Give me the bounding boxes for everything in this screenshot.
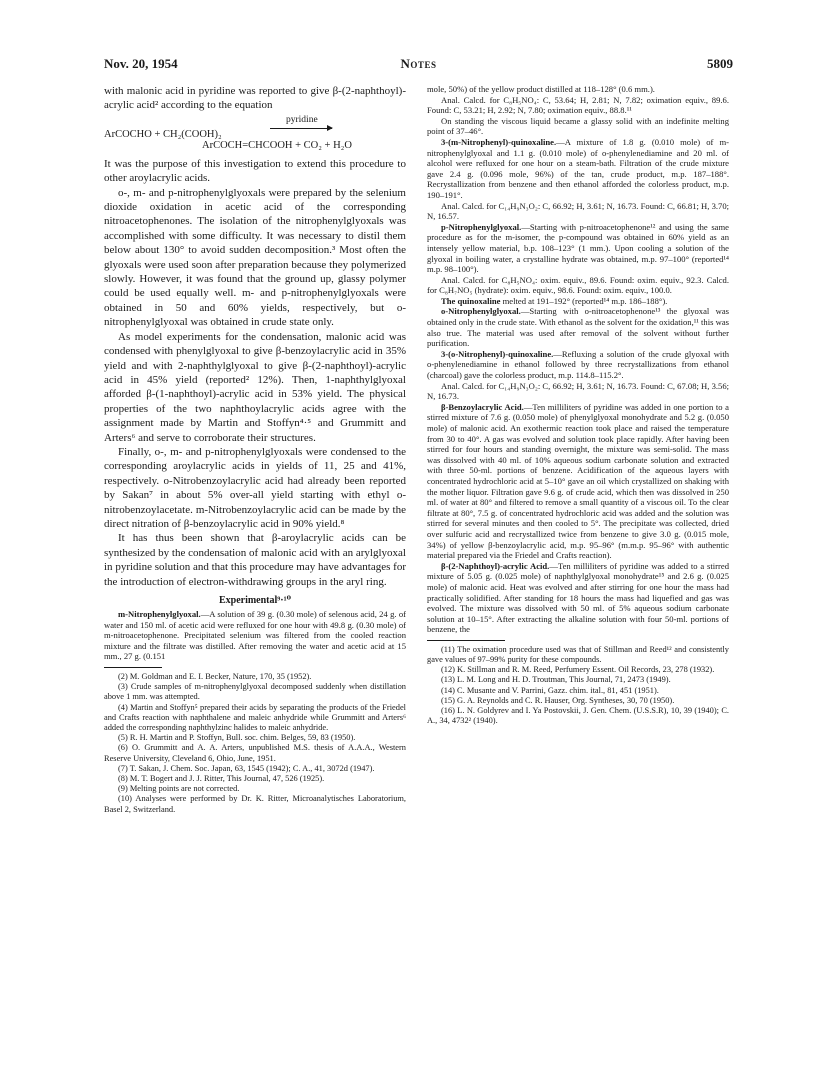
run-head: p-Nitrophenylglyoxal. [441, 221, 522, 232]
equation-reactants: ArCOCHO + CH₂(COOH)₂ [104, 128, 222, 140]
experimental-paragraph [427, 84, 729, 95]
footnote: (11) The oximation procedure used was that of Stillman and Reed¹² and consistently gave values of 97–99% purity for these compounds. [427, 644, 729, 665]
run-head: β-(2-Naphthoyl)-acrylic Acid. [441, 560, 550, 571]
footnote: (3) Crude samples of m-nitrophenylglyoxal decomposed suddenly when distillation above 1 mm. was attempted. [104, 682, 406, 702]
run-head: β-Benzoylacrylic Acid. [441, 401, 524, 412]
equation-catalyst: pyridine [286, 114, 318, 125]
reaction-equation [104, 115, 406, 153]
equation-products: ArCOCH=CHCOOH + CO₂ + H₂O [202, 139, 352, 151]
run-head: 3-(o-Nitrophenyl)-quinoxaline. [441, 348, 554, 359]
footnote: (6) O. Grummitt and A. A. Arters, unpublished M.S. thesis of A.A.A., Western Reserve University, Cleveland 6, Ohio, June, 1951. [104, 743, 406, 763]
footnotes-left [104, 672, 406, 815]
paragraph-text: Anal. Calcd. for C₁₄H₉N₃O₂: C, 66.92; H, 3.61; N, 16.73. Found: C, 67.08; H, 3.56; N, 16.73. [427, 380, 729, 402]
footnote: (13) L. M. Long and H. D. Troutman, This Journal, 71, 2473 (1949). [441, 675, 671, 685]
header-page-number: 5809 [707, 56, 733, 71]
footnote: (16) L. N. Goldyrev and I. Ya Postovskii, J. Gen. Chem. (U.S.S.R), 10, 39 (1940); C. A., 34, 4732² (1940). [427, 706, 729, 726]
paragraph-text: On standing the viscous liquid became a glassy solid with an indefinite melting point of 37–46°. [427, 115, 729, 137]
paragraph-text: Anal. Calcd. for C₈H₅NO₄: C, 53.64; H, 2.81; N, 7.82; oximation equiv., 89.6. Found: C, 53.21; H, 2.92; N, 7.80; oximation equiv., 88.8.¹¹ [427, 94, 729, 116]
footnote: (2) M. Goldman and E. I. Becker, Nature, 170, 35 (1952). [118, 671, 312, 681]
footnote: (10) Analyses were performed by Dr. K. Ritter, Microanalytisches Laboratorium, Basel 2, Switzerland. [104, 794, 406, 814]
footnote-rule [104, 667, 162, 668]
footnote: (15) G. A. Reynolds and C. R. Hauser, Org. Syntheses, 30, 70 (1950). [441, 695, 675, 705]
body-paragraph: It has thus been shown that β-aroylacrylic acids can be synthesized by the condensation of malonic acid with an arylglyoxal in pyridine solution and that this procedure may have advantages for the introduction of electron-withdrawing groups in the aryl ring. [104, 532, 406, 588]
paragraph-text: Anal. Calcd. for C₁₄H₉N₃O₂: C, 66.92; H, 3.61; N, 16.73. Found: C, 66.81; H, 3.70; N, 16.57. [427, 200, 729, 222]
experimental-paragraph [427, 306, 729, 348]
experimental-paragraph [427, 137, 729, 201]
paragraph-text: mole, 50%) of the yellow product distilled at 118–128° (0.6 mm.). [427, 84, 655, 94]
paragraph-text: —Refluxing a solution of the crude glyoxal with o-phenylenediamine in ethanol followed by three recrystallizations from ethanol (charcoal) gave the colorless product, m.p. 114.8–115.2°. [427, 348, 729, 381]
experimental-paragraph [427, 296, 729, 307]
experimental-heading: Experimental⁹·¹⁰ [218, 595, 292, 606]
paragraph-text: —A mixture of 1.8 g. (0.010 mole) of m-nitrophenylglyoxal and 1.1 g. (0.010 mole) of o-phenylenediamine and 20 ml. of alcohol were refluxed for one hour on a steam-bath. Filtration of the crude mixture gave 2.4 g. (0.096 mole, 96%) of the tan, crude product, m.p. 187–188°. Recrystallization from benzene and then ethanol afforded the colorless product, m.p. 190–191°. [427, 136, 729, 200]
footnote: (9) Melting points are not corrected. [118, 784, 240, 794]
body-paragraph: As model experiments for the condensation, malonic acid was condensed with phenylglyoxal to give β-benzoylacrylic acid in 35% yield and with 2-naphthylglyoxal to give β-(2-naphthoyl)-acrylic acid in 45% yield (reported² 12%). Then, 1-naphthylglyoxal afforded β-(1-naphthoyl)-acrylic acid in 53% yield. The physical properties of the two naphthoylacrylic acids agree with the assignment made by Martin and Stoffyn⁴·⁵ and Grummitt and Arters⁶ and serve to corroborate their structures. [104, 330, 406, 444]
footnote: (5) R. H. Martin and P. Stoffyn, Bull. soc. chim. Belges, 59, 83 (1950). [118, 733, 356, 743]
experimental-text: —A solution of 39 g. (0.30 mole) of selenous acid, 24 g. of water and 150 ml. of acetic acid were refluxed for one hour with 49.8 g. (0.30 mole) of m-nitroacetophenone. Precipitated selenium was filtered from the cooled reaction mixture and the filtrate was distilled. After removing the water and acetic acid at 15 mm., 27 g. (0.151 [104, 609, 406, 662]
experimental-paragraph [104, 609, 406, 662]
right-column [427, 84, 729, 727]
header-section: Notes [400, 56, 437, 71]
analysis-paragraph [427, 275, 729, 296]
footnote: (8) M. T. Bogert and J. J. Ritter, This Journal, 47, 526 (1925). [118, 774, 325, 783]
body-paragraph: Finally, o-, m- and p-nitrophenylglyoxals were condensed to the corresponding aroylacrylic acids in yields of 11, 25 and 41%, respectively. o-Nitrobenzoylacrylic acid had already been reported by Sakan⁷ in about 5% over-all yield starting with ethyl o-nitrobenzoylacetate. m-Nitrobenzoylacrylic acid can be made by the direct nitration of β-benzoylacrylic acid in 90% yield.⁸ [104, 445, 406, 530]
paragraph-text: melted at 191–192° (reported¹⁴ m.p. 186–188°). [500, 295, 668, 306]
reaction-arrow-icon [270, 128, 332, 129]
body-paragraph: It was the purpose of this investigation to extend this procedure to other aroylacrylic acids. [104, 157, 406, 185]
page-header [104, 56, 733, 76]
paragraph-text: —Starting with p-nitroacetophenone¹² and using the same procedure as for the m-isomer, the p-compound was obtained in 60% yield as an intensely yellow material, b.p. 108–123° (1 mm.). Upon cooling a solution of the glyoxal in boiling water, a crystalline hydrate was obtained, m.p. 97–100° (reported¹⁴ m.p. 98–100°). [427, 221, 729, 275]
experimental-paragraph [427, 561, 729, 635]
footnote: (7) T. Sakan, J. Chem. Soc. Japan, 63, 1545 (1942); C. A., 41, 3072d (1947). [118, 763, 375, 773]
experimental-paragraph [427, 222, 729, 275]
paragraph-text: —Starting with o-nitroacetophenone¹³ the glyoxal was obtained only in the crude state. With ethanol as the solvent for the oxidation,¹¹ this was also true. The material was used after removal of the solvent without further purification. [427, 306, 729, 349]
header-date: Nov. 20, 1954 [104, 56, 178, 71]
footnote: (12) K. Stillman and R. M. Reed, Perfumery Essent. Oil Records, 23, 278 (1932). [441, 665, 715, 675]
footnote-rule [427, 640, 505, 641]
run-head: 3-(m-Nitrophenyl)-quinoxaline. [441, 136, 557, 147]
analysis-paragraph [427, 95, 729, 116]
run-head: The quinoxaline [441, 295, 501, 306]
paragraph-text: —Ten milliliters of pyridine was added in one portion to a stirred mixture of 7.6 g. (0.050 mole) of phenylglyoxal monohydrate and 5.2 g. (0.050 mole) of malonic acid. An exothermic reaction took place and raised the temperature from 30 to 40°. A gas was evolved and solution took place rapidly. After having been stirred for four hours and standing overnight, the mixture was semi-solid. The mass was dissolved with 40 ml. of 10% aqueous sodium carbonate solution and extracted with three 50-ml. portions of benzene. Acidification of the aqueous layers with concentrated hydrochloric acid at 5–10° gave an oil which crystallized on shaking with the mother liquor. Filtration gave 9.6 g. of crude acid, which then was dissolved in 250 ml. of water at 80° and filtered to remove a small quantity of a viscous oil. To the clear filtrate at 80°, 7.5 g. of concentrated hydrochloric acid was added and the solution was stirred for several minutes and then cooled to 5°. The precipitate was collected, dried over sulfuric acid and recrystallized twice from benzene to give 3.0 g. (0.015 mole, 34%) of yellow β-benzoylacrylic acid, m.p. 95–96° (m.m.p. 95–96° with authentic material prepared via the Friedel and Crafts reaction). [427, 401, 729, 561]
intro-paragraph: with malonic acid in pyridine was reported to give β-(2-naphthoyl)-acrylic acid² according to the equation [104, 85, 406, 112]
run-head: o-Nitrophenylglyoxal. [441, 306, 521, 317]
experimental-paragraph [427, 349, 729, 381]
experimental-paragraph [427, 402, 729, 561]
experimental-paragraph [427, 116, 729, 137]
experimental-run-head: m-Nitrophenylglyoxal. [118, 609, 201, 619]
analysis-paragraph [427, 381, 729, 402]
body-paragraph: o-, m- and p-nitrophenylglyoxals were prepared by the selenium dioxide oxidation in acetic acid of the corresponding nitroacetophenones. The isolation of the nitrophenylglyoxals was accomplished with some difficulty. It was necessary to distil them below about 130° to avoid sudden decomposition.³ Most often the glyoxals were used soon after preparation because they polymerized slowly. However, it was found that the ground up, glassy polymer could be used equally well. m- and p-nitrophenylglyoxals were obtained in 50 and 60% yields, respectively, but o-nitrophenylglyoxal was obtained in crude state only. [104, 186, 406, 329]
left-column [104, 84, 406, 815]
footnotes-right [427, 645, 729, 727]
paragraph-text: Anal. Calcd. for C₈H₅NO₄: oxim. equiv., 89.6. Found: oxim. equiv., 92.3. Calcd. for C₈H₇NO₅ (hydrate): oxim. equiv., 98.6. Found: oxim. equiv., 100.0. [427, 274, 729, 296]
analysis-paragraph [427, 201, 729, 222]
footnote: (4) Martin and Stoffyn⁵ prepared their acids by separating the products of the Friedel and Crafts reaction with naphthalene and maleic anhydride while Grummitt and Arters⁶ added the corresponding naphthylzinc halides to maleic anhydride. [104, 702, 406, 732]
paragraph-text: —Ten milliliters of pyridine was added to a stirred mixture of 5.05 g. (0.025 mole) of naphthylglyoxal monohydrate¹⁵ and 2.6 g. (0.025 mole) of malonic acid. Heat was evolved and after stirring for one hour the mass had practically solidified. After standing for 18 hours the mass had liquefied and gas was evolved. The mixture was dissolved with 50 ml. of 5% aqueous sodium carbonate solution at 10–15°. After extracting the alkaline solution with four 50-ml. portions of benzene, the [427, 560, 729, 635]
footnote: (14) C. Musante and V. Parrini, Gazz. chim. ital., 81, 451 (1951). [441, 685, 659, 695]
